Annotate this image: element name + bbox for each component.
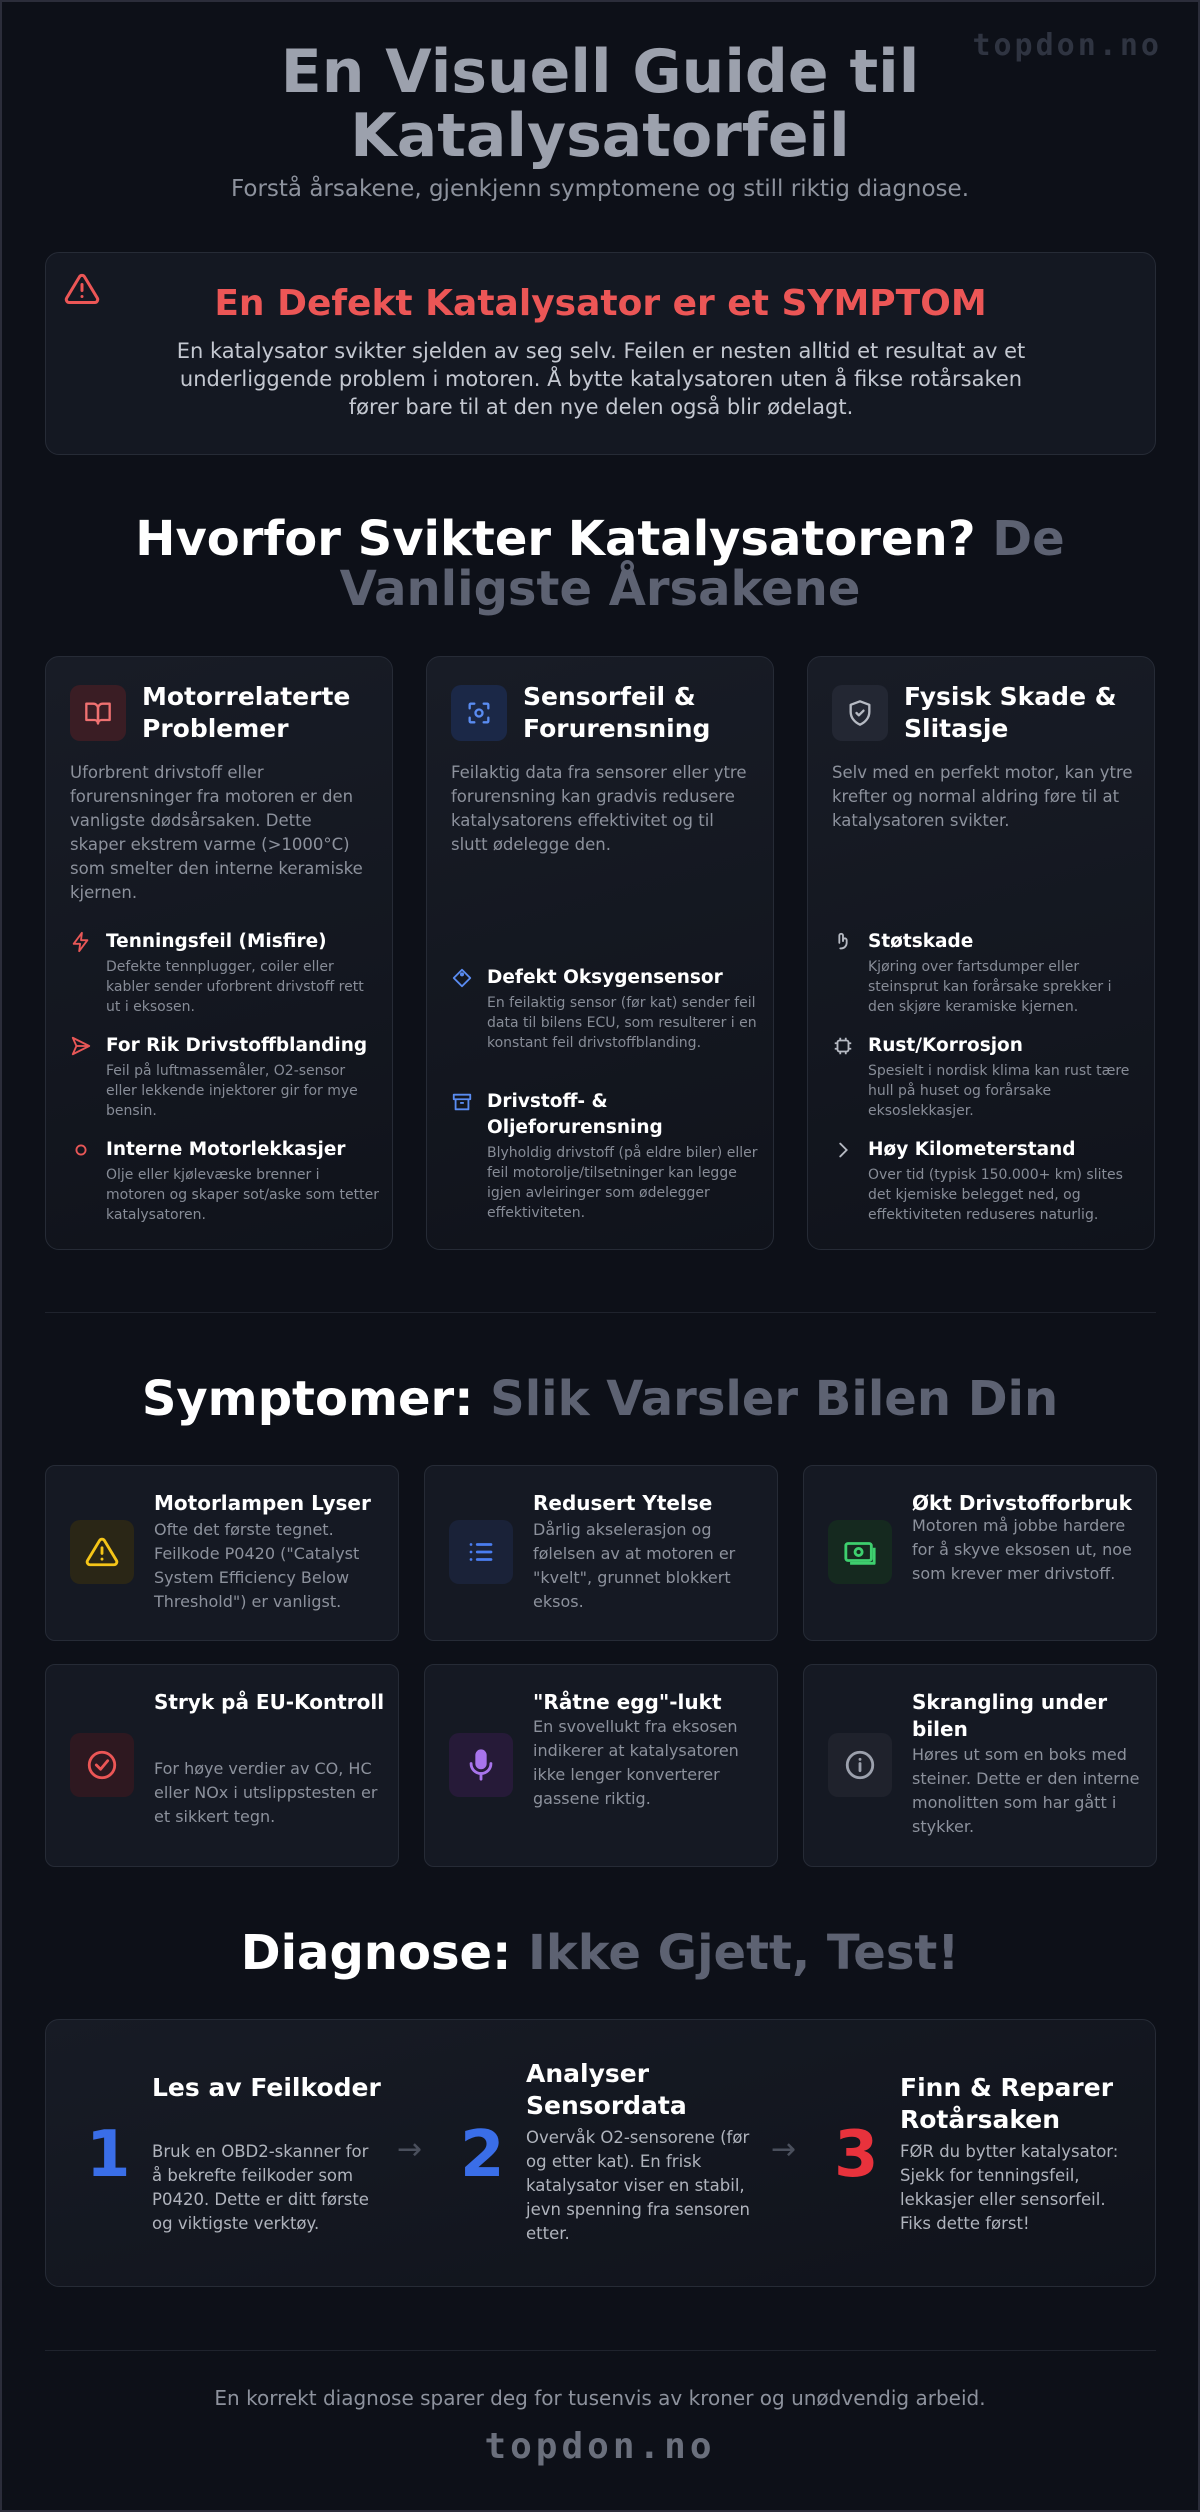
symptom-card (803, 1664, 1157, 1867)
step-number: 2 (460, 2118, 505, 2192)
card-description: Feilaktig data fra sensorer eller ytre forurensning kan gradvis redusere katalysatorens effektivitet og til slutt ødelegge den. (451, 763, 747, 854)
book-icon (70, 685, 126, 741)
diagnosis-title-main: Diagnose: (240, 1925, 512, 1981)
microphone-icon (449, 1733, 513, 1797)
item-description: Blyholdig drivstoff (på eldre biler) eller feil motorolje/tilsetninger kan legge igjen avleiringer som ødelegger effektiviteten. (487, 1145, 758, 1221)
symptom-title: Motorlampen Lyser (154, 1491, 371, 1515)
step-title: Analyser Sensordata (526, 2059, 687, 2120)
symptom-title: Redusert Ytelse (533, 1491, 713, 1515)
footer-brand-logo: topdon.no (484, 2426, 716, 2467)
footer-text: En korrekt diagnose sparer deg for tusenvis av kroner og unødvendig arbeid. (214, 2386, 986, 2410)
warning-icon (70, 1520, 134, 1584)
item-title: Tenningsfeil (Misfire) (106, 931, 327, 952)
item-title: Rust/Korrosjon (868, 1035, 1023, 1056)
item-title: Interne Motorlekkasjer (106, 1139, 346, 1160)
item-description: Over tid (typisk 150.000+ km) slites det kjemiske belegget ned, og effektiviteten reduseres naturlig. (868, 1167, 1123, 1223)
arrow-right-icon: → (397, 2132, 423, 2167)
diagnosis-section-title (2, 1925, 1198, 1981)
symptoms-section-title (2, 1371, 1198, 1427)
symptom-description: Dårlig akselerasjon og følelsen av at motoren er "kvelt", grunnet blokkert eksos. (533, 1520, 736, 1611)
step-number: 1 (86, 2118, 131, 2192)
card-description: Uforbrent drivstoff eller forurensninger fra motoren er den vanligste dødsårsaken. Dette skaper ekstrem varme (>1000°C) som smelter den interne keramiske kjernen. (70, 763, 363, 902)
circle-icon (70, 1139, 92, 1161)
hand-icon (832, 931, 854, 953)
item-title: Drivstoff- & Oljeforurensning (487, 1091, 663, 1138)
cause-card-sensor (426, 656, 774, 1250)
symptom-title: "Råtne egg"-lukt (533, 1690, 722, 1714)
symptom-card (424, 1664, 778, 1867)
money-icon (828, 1520, 892, 1584)
tag-icon (451, 967, 473, 989)
shield-icon (832, 685, 888, 741)
cause-card-engine (45, 656, 393, 1250)
item-title: Støtskade (868, 931, 974, 952)
symptoms-title-main: Symptomer: (141, 1371, 474, 1427)
card-title: Fysisk Skade & Slitasje (904, 682, 1117, 743)
list-icon (449, 1520, 513, 1584)
symptom-card (45, 1465, 399, 1641)
lightning-icon (70, 931, 92, 953)
symptom-card (803, 1465, 1157, 1641)
card-description: Selv med en perfekt motor, kan ytre krefter og normal aldring føre til at katalysatoren svikter. (832, 763, 1133, 830)
step-number: 3 (834, 2118, 879, 2192)
alert-title: En Defekt Katalysator er et SYMPTOM (214, 283, 987, 324)
item-title: Høy Kilometerstand (868, 1139, 1076, 1160)
item-title: For Rik Drivstoffblanding (106, 1035, 368, 1056)
item-description: Defekte tennplugger, coiler eller kabler sender uforbrent drivstoff rett ut i eksosen. (106, 959, 364, 1015)
page-title (2, 37, 1198, 171)
symptom-description: Motoren må jobbe hardere for å skyve eksosen ut, noe som krever mer drivstoff. (912, 1516, 1132, 1583)
brand-watermark: topdon.no (972, 28, 1162, 63)
item-description: Spesielt i nordisk klima kan rust tære hull på huset og forårsake eksoslekkasjer. (868, 1063, 1130, 1119)
arrow-right-icon: → (771, 2132, 797, 2167)
infographic-page (2, 2, 1198, 2510)
sensor-icon (451, 685, 507, 741)
symptom-title: Økt Drivstofforbruk (912, 1491, 1132, 1515)
step-description: Overvåk O2-sensorene (før og etter kat). En frisk katalysator viser en stabil, jevn spenning fra sensoren etter. (526, 2128, 750, 2243)
item-description: Feil på luftmassemåler, O2-sensor eller lekkende injektorer gir for mye bensin. (106, 1063, 358, 1119)
section-divider (45, 1312, 1156, 1313)
item-description: En feilaktig sensor (før kat) sender feil data til bilens ECU, som resulterer i en konstant feil drivstoffblanding. (487, 995, 757, 1051)
diagnosis-steps-panel (45, 2019, 1156, 2287)
card-title: Motorrelaterte Problemer (142, 682, 351, 743)
cause-card-physical (807, 656, 1155, 1250)
symptoms-title-muted: Slik Varsler Bilen Din (490, 1371, 1059, 1427)
footer-divider (45, 2350, 1156, 2351)
symptom-description: For høye verdier av CO, HC eller NOx i utslippstesten er et sikkert tegn. (154, 1759, 378, 1826)
archive-icon (451, 1091, 473, 1113)
chevron-right-icon (832, 1139, 854, 1161)
symptom-card (424, 1465, 778, 1641)
item-description: Kjøring over fartsdumper eller steinsprut kan forårsake sprekker i den skjøre keramiske kjernen. (868, 959, 1112, 1015)
check-circle-icon (70, 1733, 134, 1797)
symptom-alert-box (45, 252, 1156, 455)
page-title-text: En Visuell Guide til Katalysatorfeil (280, 37, 920, 171)
causes-section-title (2, 511, 1198, 617)
step-title: Finn & Reparer Rotårsaken (900, 2073, 1114, 2134)
symptom-description: En svovellukt fra eksosen indikerer at katalysatoren ikke lenger konverterer gassene riktig. (533, 1717, 739, 1808)
diagnosis-title-muted: Ikke Gjett, Test! (527, 1925, 960, 1981)
step-title: Les av Feilkoder (152, 2073, 381, 2102)
send-icon (70, 1035, 92, 1057)
symptom-title: Skrangling under bilen (912, 1690, 1108, 1741)
info-icon (828, 1733, 892, 1797)
causes-title-muted: De Vanligste Årsakene (339, 511, 1065, 617)
symptom-title: Stryk på EU-Kontroll (154, 1690, 385, 1714)
chip-icon (832, 1035, 854, 1057)
causes-title-main: Hvorfor Svikter Katalysatoren? (135, 511, 976, 567)
step-description: Bruk en OBD2-skanner for å bekrefte feilkoder som P0420. Dette er ditt første og viktigste verktøy. (152, 2142, 369, 2233)
symptom-card (45, 1664, 399, 1867)
step-description: FØR du bytter katalysator: Sjekk for tenningsfeil, lekkasjer eller sensorfeil. Fiks dette først! (900, 2142, 1119, 2233)
item-description: Olje eller kjølevæske brenner i motoren og skaper sot/aske som tetter katalysatoren. (106, 1167, 379, 1223)
symptom-description: Ofte det første tegnet. Feilkode P0420 ("Catalyst System Efficiency Below Threshold") er vanligst. (154, 1520, 360, 1611)
page-subtitle: Forstå årsakene, gjenkjenn symptomene og still riktig diagnose. (230, 176, 970, 202)
symptom-description: Høres ut som en boks med steiner. Dette er den interne monolitten som har gått i stykker. (912, 1745, 1140, 1836)
alert-body: En katalysator svikter sjelden av seg selv. Feilen er nesten alltid et resultat av et underliggende problem i motoren. Å bytte katalysatoren uten å fikse rotårsaken fører bare til at den nye delen også blir ødelagt. (176, 339, 1026, 419)
item-title: Defekt Oksygensensor (487, 967, 723, 988)
card-title: Sensorfeil & Forurensning (523, 682, 711, 743)
